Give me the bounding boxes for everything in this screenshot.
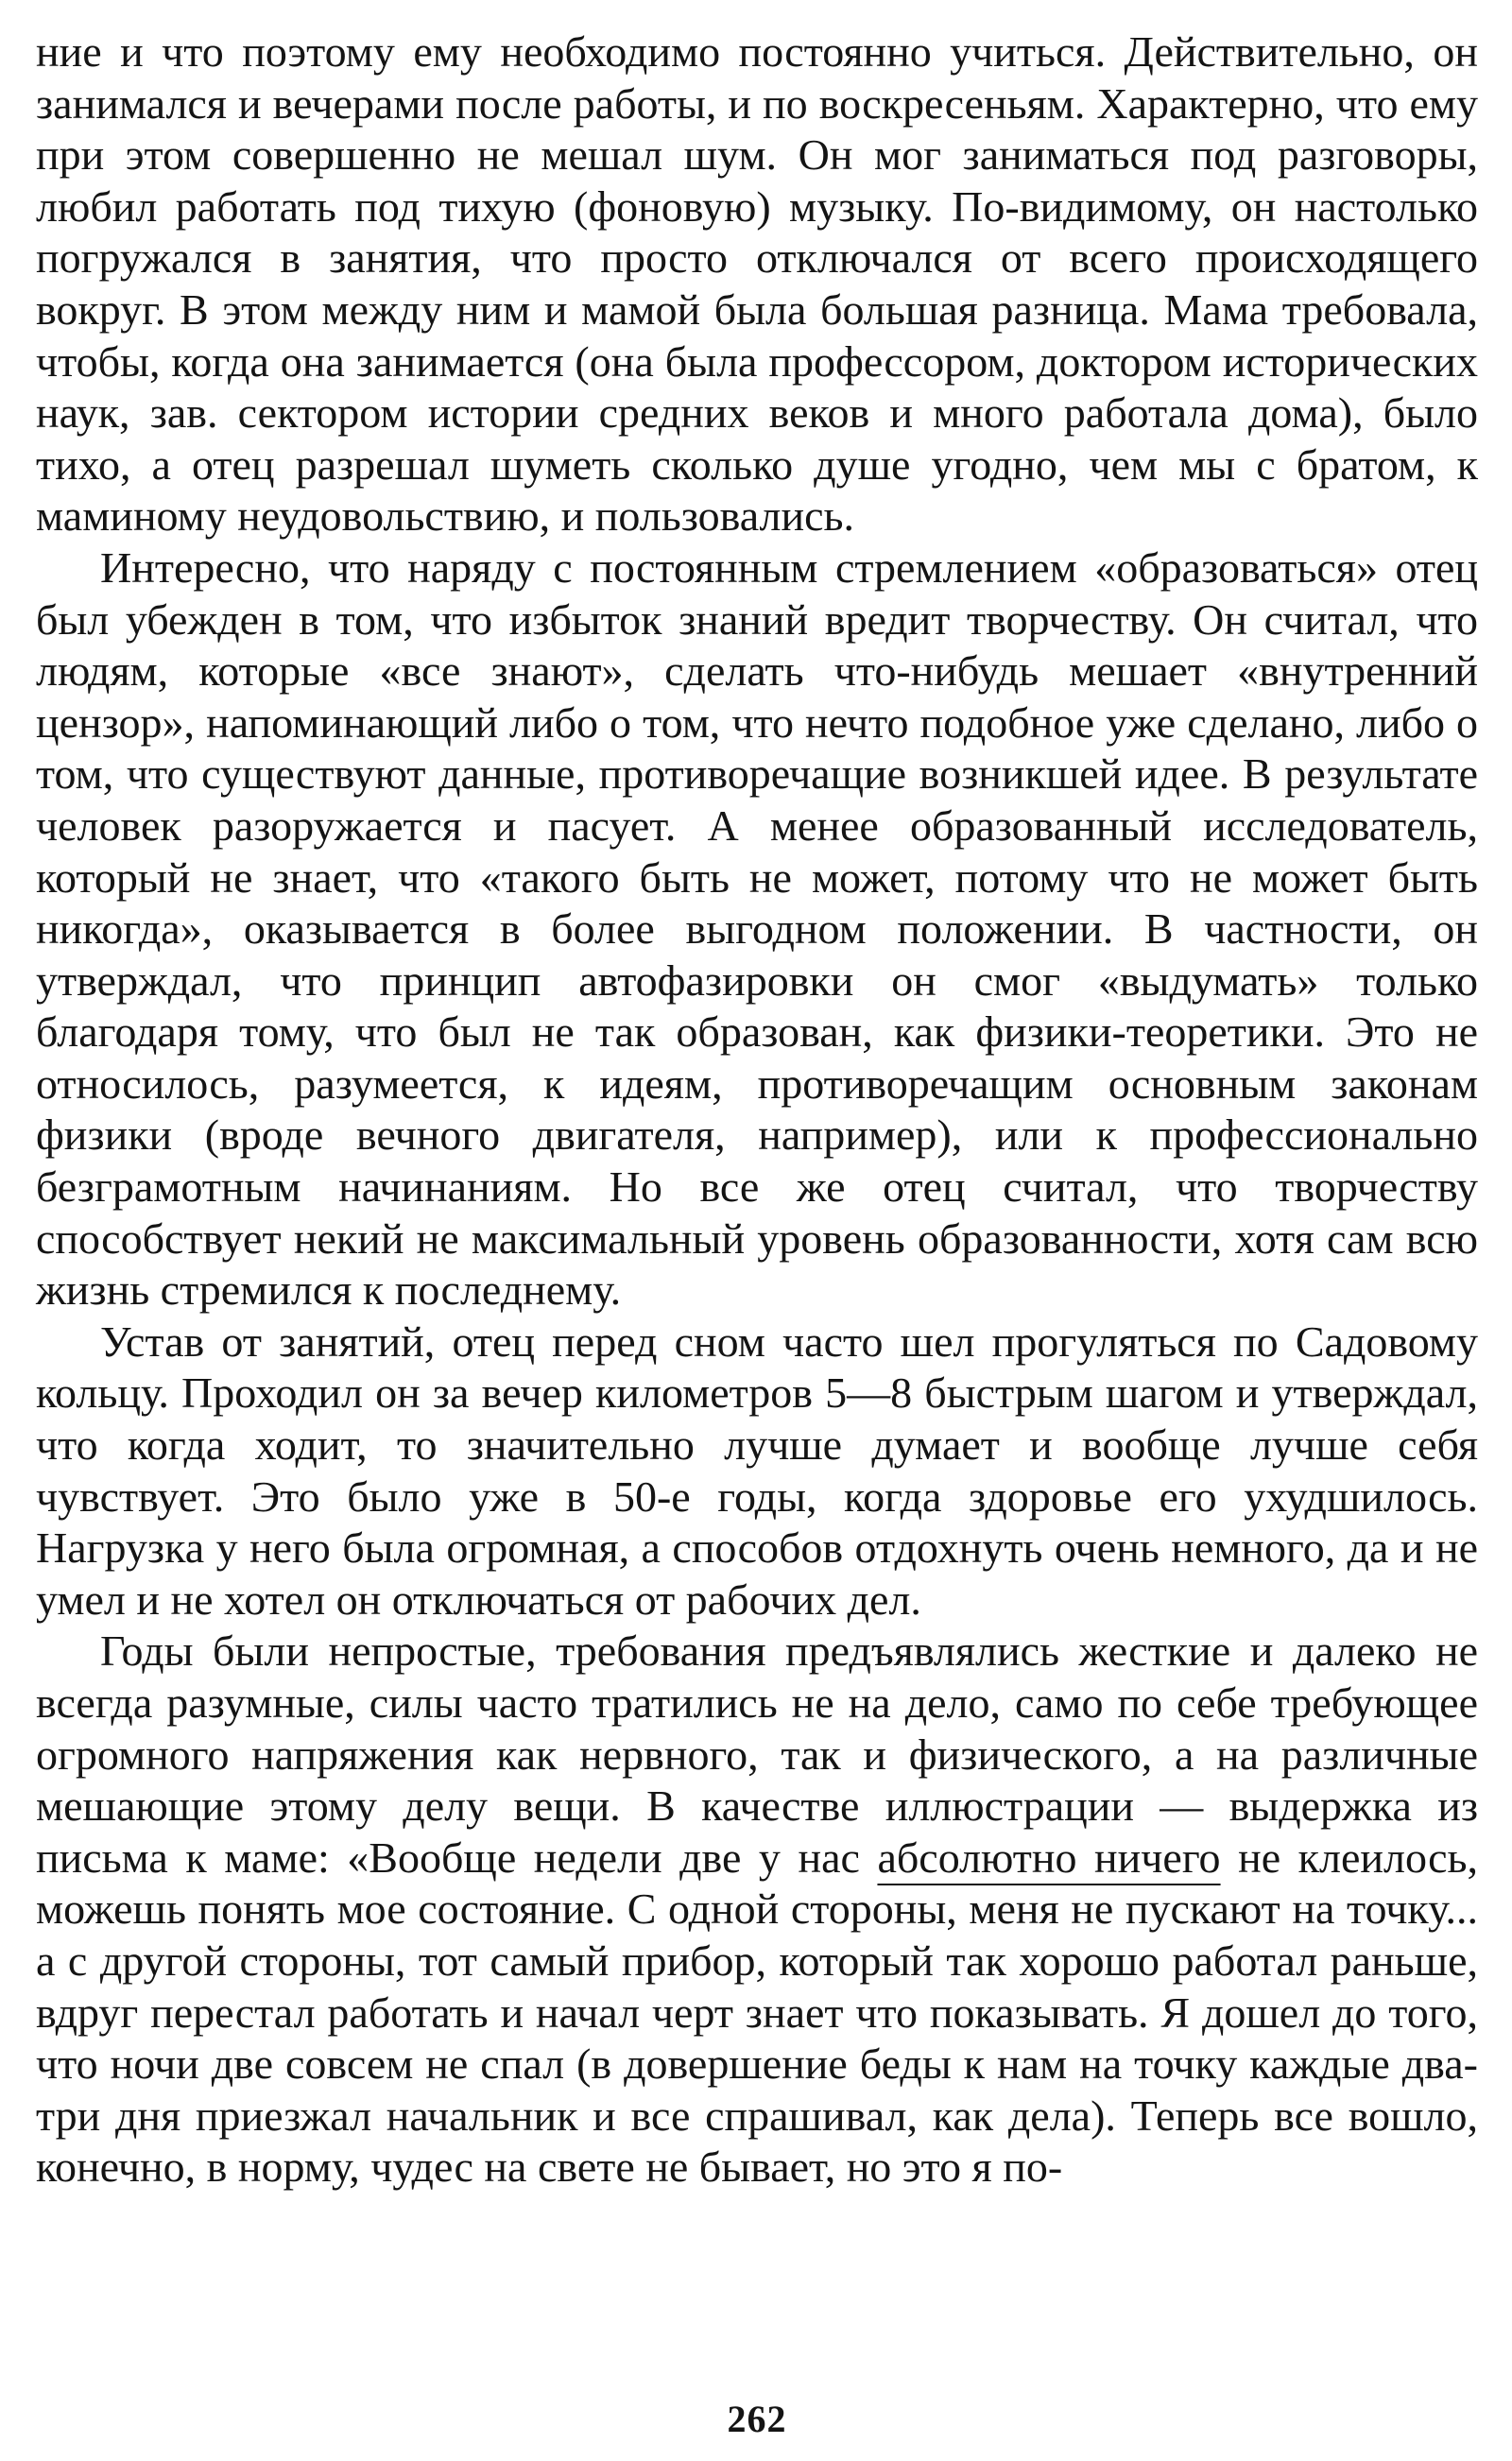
body-text xyxy=(36,26,1478,2194)
paragraph-4-after: не клеилось, можешь понять мое состояние. С одной стороны, меня не пускают на точку... а с другой стороны, тот самый прибор, который так хорошо работал раньше, вдруг перестал работать и начал черт знает что показывать. Я дошел до того, что ночи две совсем не спал (в довершение беды к нам на точку каждые два-три дня приезжал начальник и все спрашивал, как дела). Теперь все вошло, конечно, в норму, чудес на свете не бывает, но это я по- xyxy=(36,1833,1478,2192)
underlined-phrase: абсолютно ничего xyxy=(877,1833,1221,1882)
book-page xyxy=(36,26,1478,2446)
paragraph-1: ние и что поэтому ему необходимо постоянно учиться. Действительно, он занимался и вечерами после работы, и по воскресеньям. Характерно, что ему при этом совершенно не мешал шум. Он мог заниматься под разговоры, любил работать под тихую (фоновую) музыку. По-видимому, он настолько погружался в занятия, что просто отключался от всего происходящего вокруг. В этом между ним и мамой была большая разница. Мама требовала, чтобы, когда она занимается (она была профессором, доктором исторических наук, зав. сектором истории средних веков и много работала дома), было тихо, а отец разрешал шуметь сколько душе угодно, чем мы с братом, к маминому неудовольствию, и пользовались. xyxy=(36,27,1478,541)
paragraph-4-before: Годы были непростые, требования предъявлялись жесткие и далеко не всегда разумные, силы часто тратились не на дело, само по себе требующее огромного напряжения как нервного, так и физического, а на различные мешающие этому делу вещи. В качестве иллюстрации — выдержка из письма к маме: «Вообще недели две у нас xyxy=(36,1626,1478,1882)
paragraph-4 xyxy=(36,1626,1478,2194)
paragraph-3: Устав от занятий, отец перед сном часто шел прогуляться по Садовому кольцу. Проходил он за вечер километров 5—8 быстрым шагом и утверждал, что когда ходит, то значительно лучше думает и вообще лучше себя чувствует. Это было уже в 50-е годы, когда здоровье его ухудшилось. Нагрузка у него была огромная, а способов отдохнуть очень немного, да и не умел и не хотел он отключаться от рабочих дел. xyxy=(36,1317,1478,1624)
page-number: 262 xyxy=(727,2398,787,2440)
paragraph-2: Интересно, что наряду с постоянным стремлением «образоваться» отец был убежден в том, что избыток знаний вредит творчеству. Он считал, что людям, которые «все знают», сделать что-нибудь мешает «внутренний цензор», напоминающий либо о том, что нечто подобное уже сделано, либо о том, что существуют данные, противоречащие возникшей идее. В результате человек разоружается и пасует. А менее образованный исследователь, который не знает, что «такого быть не может, потому что не может быть никогда», оказывается в более выгодном положении. В частности, он утверждал, что принцип автофазировки он смог «выдумать» только благодаря тому, что был не так образован, как физики-теоретики. Это не относилось, разумеется, к идеям, противоречащим основным законам физики (вроде вечного двигателя, например), или к профессионально безграмотным начинаниям. Но все же отец считал, что творчеству способствует некий не максимальный уровень образованности, хотя сам всю жизнь стремился к последнему. xyxy=(36,542,1478,1315)
